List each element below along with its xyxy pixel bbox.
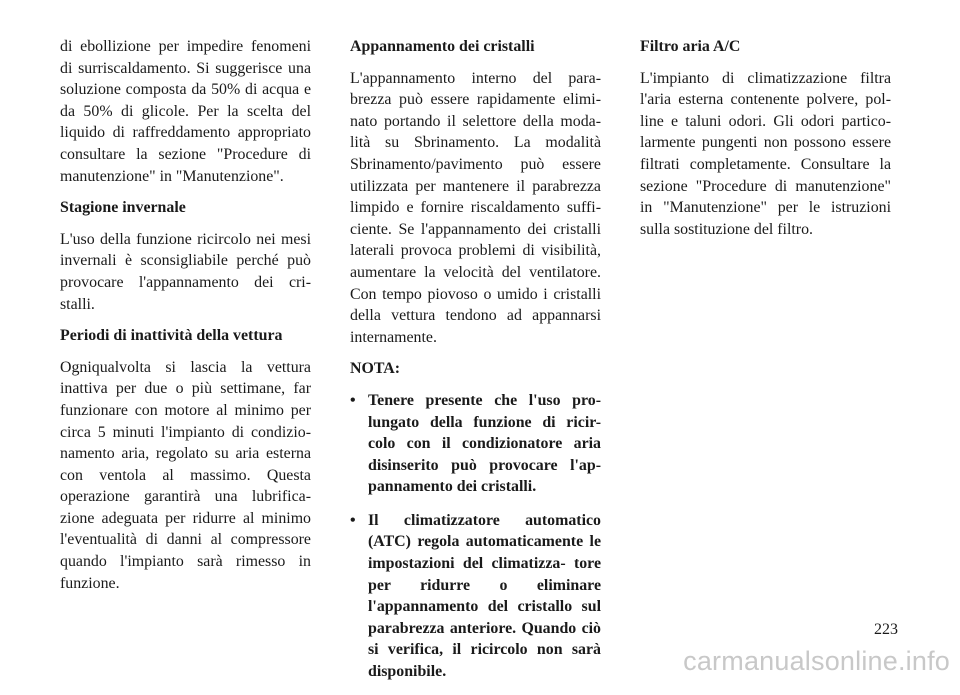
inactivity-heading: Periodi di inattività della vettura	[60, 327, 283, 345]
bullet-icon: •	[350, 511, 356, 529]
column-right	[640, 36, 891, 250]
bullet-icon: •	[350, 391, 356, 409]
filter-paragraph: L'impianto di climatizzazione filtra l'aria esterna contenente polvere, pol- line e taluni odori. Gli odori partico- larmente pungenti non possono essere filtrati completamente. Consultare la sezione "Procedure di manutenzione" in "Manutenzione" per le istruzioni sulla sostituzione del filtro.	[640, 69, 891, 238]
column-left	[60, 36, 311, 604]
watermark: carmanualsonline.info	[683, 646, 950, 676]
fogging-paragraph: L'appannamento interno del para- brezza può essere rapidamente elimi- nato portando il selettore della moda- lità su Sbrinamento. La modalità Sbrinamento/pavimento può essere utilizzata per mantenere il parabrezza limpido e fornire riscaldamento suffi- ciente. Se l'appannamento dei cristalli laterali provoca problemi di visibilità, aumentare la velocità del ventilatore. Con tempo piovoso o umido i cristalli della vettura tendono ad appannarsi internamente.	[350, 69, 601, 346]
winter-heading: Stagione invernale	[60, 199, 186, 217]
note-bullet-text: Il climatizzatore automatico (ATC) regola automaticamente le impostazioni del climatizza- tore per ridurre o eliminare l'appannamento del cristallo sul parabrezza anteriore. Quando ciò si verifica, il ricircolo non sarà disponibile.	[368, 511, 601, 681]
fogging-heading: Appannamento dei cristalli	[350, 38, 535, 55]
page-number: 223	[874, 621, 898, 638]
coolant-paragraph: di ebollizione per impedire fenomeni di surriscaldamento. Si suggerisce una soluzione composta da 50% di acqua e da 50% di glicole. Per la scelta del liquido di raffreddamento appropriato consultare la sezione "Procedure di manutenzione" in "Manutenzione".	[60, 38, 311, 185]
note-label: NOTA:	[350, 360, 401, 378]
inactivity-paragraph: Ogniqualvolta si lascia la vettura inattiva per due o più settimane, far funzionare con motore al minimo per circa 5 minuti l'impianto di condizio- namento aria, regolato su aria esterna con ventola al massimo. Questa operazione garantirà una lubrifica- zione adeguata per ridurre al minimo l'eventualità di danni al compressore quando l'impianto sarà rimesso in funzione.	[60, 358, 311, 592]
note-bullet-item	[350, 390, 601, 498]
note-bullet-list	[350, 390, 601, 683]
winter-paragraph: L'uso della funzione ricircolo nei mesi invernali è sconsigliabile perché può provocare l'appannamento dei cri- stalli.	[60, 230, 311, 313]
filter-heading: Filtro aria A/C	[640, 38, 741, 55]
column-middle	[350, 36, 601, 695]
note-bullet-text: Tenere presente che l'uso pro- lungato della funzione di ricir- colo con il condizionatore aria disinserito può provocare l'ap- pannamento dei cristalli.	[368, 391, 601, 496]
